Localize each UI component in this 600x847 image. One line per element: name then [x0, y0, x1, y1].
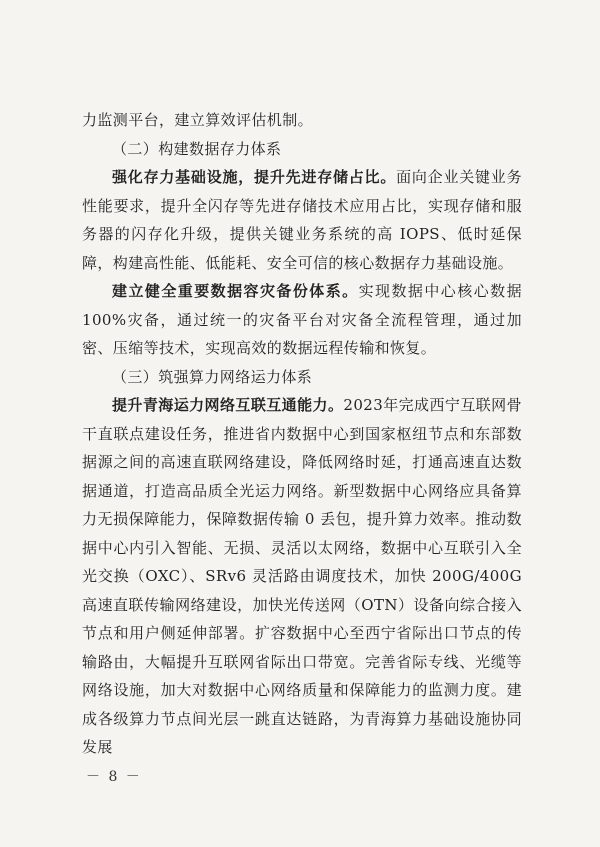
- heading-text: （二）构建数据存力体系: [112, 139, 282, 158]
- paragraph-disaster-recovery: [82, 277, 522, 363]
- page-number: － 8 －: [86, 769, 142, 785]
- paragraph-text: 面向企业关键业务性能要求，提升全闪存等先进存储技术应用占比，实现存储和服务器的闪存化升级，提供关键业务系统的高 IOPS、低时延保障，构建高性能、低能耗、安全可信的核心数据存力基础设施。: [82, 168, 522, 272]
- paragraph-lead: 建立健全重要数据容灾备份体系。: [112, 282, 359, 300]
- paragraph-text: 力监测平台，建立算效评估机制。: [82, 111, 314, 129]
- section-heading-network: [82, 363, 522, 392]
- paragraph-text: 2023年完成西宁互联网骨干直联点建设任务，推进省内数据中心到国家枢纽节点和东部数据源之间的高速直联网络建设，降低网络时延，打通高速直达数据通道，打造高品质全光运力网络。新型数据中心网络应具备算力无损保障能力，保障数据传输 0 丢包，提升算力效率。推动数据中心内引入智能、无损、灵活以太网络，数据中心互联引入全光交换（OXC）、SRv6 灵活路由调度技术，加快 200G/400G 高速直联传输网络建设，加快光传送网（OTN）设备向综合接入节点和用户侧延伸部署。扩容数据中心至西宁省际出口节点的传输路由，大幅提升互联网省际出口带宽。完善省际专线、光缆等网络设施，加大对数据中心网络质量和保障能力的监测力度。建成各级算力节点间光层一跳直达链路，为青海算力基础设施协同发展: [82, 396, 522, 756]
- paragraph-network-interconnect: [82, 391, 522, 762]
- section-heading-storage: [82, 135, 522, 164]
- heading-text: （三）筑强算力网络运力体系: [112, 367, 313, 386]
- paragraph-continuation: [82, 106, 522, 135]
- paragraph-storage-infrastructure: [82, 163, 522, 277]
- document-body: [82, 106, 522, 762]
- paragraph-text: 实现数据中心核心数据100%灾备，通过统一的灾备平台对灾备全流程管理，通过加密、压缩等技术，实现高效的数据远程传输和恢复。: [82, 282, 522, 357]
- paragraph-lead: 强化存力基础设施，提升先进存储占比。: [112, 168, 397, 186]
- paragraph-lead: 提升青海运力网络互联互通能力。: [112, 396, 344, 414]
